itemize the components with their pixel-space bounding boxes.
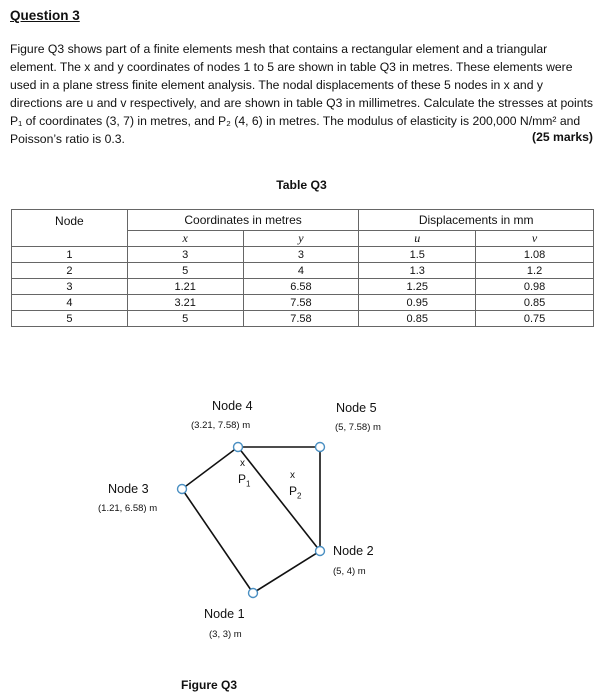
cell-u: 1.3 xyxy=(359,263,476,279)
point-p1-subscript: 1 xyxy=(246,479,251,489)
sub-header-y: y xyxy=(243,231,359,247)
point-p2-letter: P xyxy=(289,484,298,498)
cell-u: 1.5 xyxy=(359,247,476,263)
node-5-label: Node 5 xyxy=(336,401,377,415)
sub-header-u: u xyxy=(359,231,476,247)
node-3-marker xyxy=(178,485,187,494)
node-3-coord: (1.21, 6.58) m xyxy=(98,503,158,514)
cell-u: 1.25 xyxy=(359,279,476,295)
node-2-coord: (5, 4) m xyxy=(333,566,366,577)
point-p1-letter: P xyxy=(238,472,247,486)
node-1-coord: (3, 3) m xyxy=(209,629,242,640)
cell-x: 3.21 xyxy=(127,295,243,311)
point-p1-marker: x xyxy=(240,458,245,469)
cell-u: 0.85 xyxy=(359,311,476,327)
cell-x: 5 xyxy=(127,311,243,327)
point-p2-label xyxy=(289,484,301,500)
cell-node: 1 xyxy=(12,247,128,263)
cell-v: 1.2 xyxy=(476,263,594,279)
node-4-marker xyxy=(234,443,243,452)
node-4-label: Node 4 xyxy=(212,399,253,413)
col-disp-header: Displacements in mm xyxy=(359,210,594,231)
question-paragraph: Figure Q3 shows part of a finite elements mesh that contains a rectangular element and a triangular element. The x and y coordinates of nodes 1 to 5 are shown in table Q3 in metres. These elements were used in a plane stress finite element analysis. The nodal displacements of these 5 nodes in x and y directions are u and v respectively, and are shown in table Q3 in millimetres. Calculate the stresses at points P₁ of coordinates (3, 7) in metres, and P₂ (4, 6) in metres. The modulus of elasticity is 200,000 N/mm² and Poisson’s ratio is 0.3. xyxy=(10,42,594,146)
marks-label: (25 marks) xyxy=(532,130,593,144)
cell-v: 1.08 xyxy=(476,247,594,263)
figure-caption: Figure Q3 xyxy=(181,678,238,692)
col-node-header: Node xyxy=(12,210,128,247)
point-p1-label xyxy=(238,472,250,488)
question-heading: Question 3 xyxy=(10,8,80,23)
mesh-outline xyxy=(182,447,320,593)
cell-u: 0.95 xyxy=(359,295,476,311)
cell-node: 2 xyxy=(12,263,128,279)
node-1-label: Node 1 xyxy=(204,607,245,621)
cell-x: 1.21 xyxy=(127,279,243,295)
cell-node: 5 xyxy=(12,311,128,327)
sub-header-x: x xyxy=(127,231,243,247)
node-5-marker xyxy=(316,443,325,452)
cell-y: 7.58 xyxy=(243,311,359,327)
cell-y: 4 xyxy=(243,263,359,279)
cell-v: 0.98 xyxy=(476,279,594,295)
cell-y: 6.58 xyxy=(243,279,359,295)
node-2-label: Node 2 xyxy=(333,544,374,558)
cell-x: 3 xyxy=(127,247,243,263)
node-2-marker xyxy=(316,547,325,556)
cell-y: 3 xyxy=(243,247,359,263)
mesh-diagonal-edge xyxy=(238,447,320,551)
node-3-label: Node 3 xyxy=(108,482,149,496)
cell-node: 4 xyxy=(12,295,128,311)
cell-v: 0.85 xyxy=(476,295,594,311)
col-coords-header: Coordinates in metres xyxy=(127,210,359,231)
node-1-marker xyxy=(249,589,258,598)
cell-y: 7.58 xyxy=(243,295,359,311)
point-p2-marker: x xyxy=(290,470,295,481)
cell-node: 3 xyxy=(12,279,128,295)
table-title: Table Q3 xyxy=(276,178,327,192)
cell-x: 5 xyxy=(127,263,243,279)
sub-header-v: v xyxy=(476,231,594,247)
node-5-coord: (5, 7.58) m xyxy=(335,422,381,433)
node-4-coord: (3.21, 7.58) m xyxy=(191,420,251,431)
point-p2-subscript: 2 xyxy=(297,491,302,501)
cell-v: 0.75 xyxy=(476,311,594,327)
